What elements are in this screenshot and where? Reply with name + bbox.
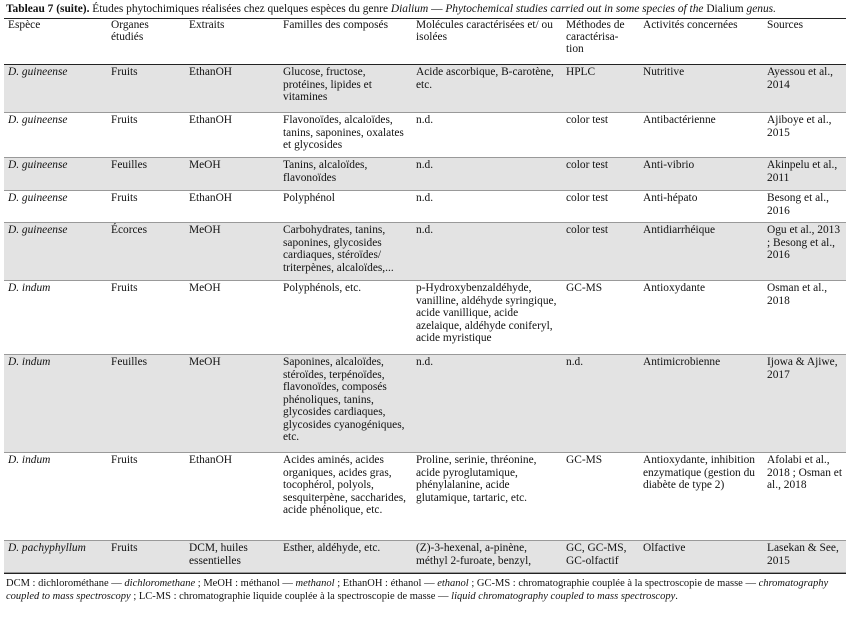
cell-sources: Osman et al., 2018 xyxy=(767,282,828,307)
cell-sources: Afolabi et al., 2018 ; Osman et al., 2018 xyxy=(767,454,842,491)
note-gcms-en: chromatography coupled to mass spectroscopy xyxy=(6,578,829,602)
cell-sources: Besong et al., 2016 xyxy=(767,192,830,217)
header-extraits: Extraits xyxy=(189,19,225,31)
cell-organes: Feuilles xyxy=(111,159,148,171)
cell-molecules: Acide ascorbique, B-carotène, etc. xyxy=(416,66,554,91)
cell-molecules: n.d. xyxy=(416,114,434,126)
cell-sources: Ogu et al., 2013 ; Besong et al., 2016 xyxy=(767,224,841,261)
cell-extraits: EthanOH xyxy=(189,454,233,466)
cell-organes: Écorces xyxy=(111,224,148,236)
caption-genus-en: Dialium xyxy=(706,3,744,15)
cell-sources: Ajiboye et al., 2015 xyxy=(767,114,832,139)
cell-extraits: MeOH xyxy=(189,224,221,236)
cell-familles: Tanins, alcaloïdes, flavonoïdes xyxy=(283,159,368,184)
cell-extraits: MeOH xyxy=(189,356,221,368)
cell-molecules: n.d. xyxy=(416,159,434,171)
cell-sources: Akinpelu et al., 2011 xyxy=(767,159,838,184)
cell-activites: Nutritive xyxy=(643,66,685,78)
caption-text-en: Phytochemical studies carried out in some species of the xyxy=(445,3,707,15)
header-molecules: Molécules caractérisées et/ ou isolées xyxy=(416,19,553,43)
table-footnote xyxy=(4,573,846,603)
cell-molecules: n.d. xyxy=(416,356,434,368)
cell-sources: Ijowa & Ajiwe, 2017 xyxy=(767,356,838,381)
header-espece: Espèce xyxy=(8,19,41,31)
cell-extraits: DCM, huiles essentielles xyxy=(189,542,248,567)
cell-organes: Fruits xyxy=(111,114,138,126)
note-dcm: DCM : dichlorométhane — xyxy=(6,578,125,589)
cell-espece: D. indum xyxy=(8,356,51,368)
table-row xyxy=(4,191,846,223)
header-activites: Activités concernées xyxy=(643,19,738,31)
cell-molecules: n.d. xyxy=(416,192,434,204)
caption-text-en-end: genus. xyxy=(743,3,776,15)
cell-activites: Antimicrobienne xyxy=(643,356,721,368)
note-end: . xyxy=(675,591,678,602)
cell-organes: Fruits xyxy=(111,66,138,78)
cell-familles: Acides aminés, acides organiques, acides gras, tocophérol, polyols, sesquiterpène, saccharides, acide phénolique, etc. xyxy=(283,454,407,516)
cell-extraits: MeOH xyxy=(189,159,221,171)
cell-familles: Flavonoïdes, alcaloïdes, tanins, saponines, oxalates et glycosides xyxy=(283,114,404,151)
note-meoh: ; MeOH : méthanol — xyxy=(195,578,296,589)
table-row xyxy=(4,541,846,573)
note-ethanoh: ; EthanOH : éthanol — xyxy=(334,578,438,589)
cell-organes: Feuilles xyxy=(111,356,148,368)
cell-familles: Saponines, alcaloïdes, stéroïdes, terpénoïdes, flavonoïdes, composés phénoliques, tanins, glycosides cardiaques, glycosides cyanogéniques, etc. xyxy=(283,356,405,443)
table-page xyxy=(4,0,846,603)
cell-espece: D. guineense xyxy=(8,224,68,236)
cell-molecules: n.d. xyxy=(416,224,434,236)
cell-familles: Polyphénols, etc. xyxy=(283,282,362,294)
header-sources: Sources xyxy=(767,19,804,31)
cell-activites: Antidiarrhéique xyxy=(643,224,716,236)
note-gcms: ; GC-MS : chromatographie couplée à la spectroscopie de masse — xyxy=(468,578,759,589)
note-dcm-en: dichloromethane xyxy=(124,578,196,589)
table-row xyxy=(4,355,846,453)
cell-methodes: color test xyxy=(566,192,609,204)
cell-organes: Fruits xyxy=(111,542,138,554)
cell-organes: Fruits xyxy=(111,192,138,204)
cell-methodes: color test xyxy=(566,159,609,171)
cell-methodes: n.d. xyxy=(566,356,584,368)
header-organes: Organes étudiés xyxy=(111,19,149,43)
cell-activites: Antioxydante, inhibition enzymatique (gestion du diabète de type 2) xyxy=(643,454,755,491)
caption-text-fr: Études phytochimiques réalisées chez quelques espèces du genre xyxy=(89,3,391,15)
cell-extraits: MeOH xyxy=(189,282,221,294)
cell-espece: D. indum xyxy=(8,282,51,294)
cell-organes: Fruits xyxy=(111,454,138,466)
cell-familles: Polyphénol xyxy=(283,192,335,204)
header-methodes: Méthodes de caractérisa-tion xyxy=(566,19,625,55)
table-row xyxy=(4,65,846,113)
cell-molecules: (Z)-3-hexenal, a-pinène, méthyl 2-furoate, benzyl, xyxy=(416,542,532,567)
note-ethanoh-en: ethanol xyxy=(437,578,469,589)
table-row xyxy=(4,223,846,281)
cell-methodes: color test xyxy=(566,114,609,126)
cell-espece: D. guineense xyxy=(8,114,68,126)
cell-espece: D. pachyphyllum xyxy=(8,542,86,554)
table-row xyxy=(4,113,846,158)
cell-familles: Glucose, fructose, protéines, lipides et vitamines xyxy=(283,66,372,103)
cell-methodes: GC-MS xyxy=(566,454,603,466)
cell-sources: Lasekan & See, 2015 xyxy=(767,542,839,567)
caption-label: Tableau 7 (suite). xyxy=(6,3,90,15)
caption-genus-fr: Dialium xyxy=(390,3,429,15)
cell-organes: Fruits xyxy=(111,282,138,294)
table-row xyxy=(4,158,846,191)
cell-sources: Ayessou et al., 2014 xyxy=(767,66,834,91)
note-meoh-en: methanol xyxy=(295,578,335,589)
cell-espece: D. guineense xyxy=(8,159,68,171)
cell-methodes: HPLC xyxy=(566,66,596,78)
cell-espece: D. indum xyxy=(8,454,51,466)
cell-molecules: p-Hydroxybenzaldéhyde, vanilline, aldéhyde syringique, acide vanillique, acide azelaique, aldéhyde coniferyl, acide myristique xyxy=(416,282,557,344)
cell-methodes: GC-MS xyxy=(566,282,603,294)
table-caption xyxy=(4,3,846,16)
cell-activites: Anti-hépato xyxy=(643,192,698,204)
cell-familles: Esther, aldéhyde, etc. xyxy=(283,542,381,554)
caption-separator: — xyxy=(428,3,446,15)
cell-extraits: EthanOH xyxy=(189,114,233,126)
cell-methodes: GC, GC-MS, GC-olfactif xyxy=(566,542,627,567)
cell-familles: Carbohydrates, tanins, saponines, glycosides cardiaques, stéroïdes/ triterpènes, alcaloïdes,... xyxy=(283,224,394,274)
cell-espece: D. guineense xyxy=(8,66,68,78)
header-familles: Familles des composés xyxy=(283,19,389,31)
cell-activites: Antioxydante xyxy=(643,282,706,294)
phytochemical-table xyxy=(4,18,846,573)
table-row xyxy=(4,281,846,355)
cell-activites: Antibactérienne xyxy=(643,114,716,126)
cell-espece: D. guineense xyxy=(8,192,68,204)
cell-activites: Olfactive xyxy=(643,542,686,554)
table-row xyxy=(4,453,846,541)
header-row xyxy=(4,19,846,65)
note-lcms: ; LC-MS : chromatographie liquide couplée à la spectroscopie de masse — xyxy=(130,591,452,602)
cell-extraits: EthanOH xyxy=(189,192,233,204)
cell-activites: Anti-vibrio xyxy=(643,159,695,171)
cell-methodes: color test xyxy=(566,224,609,236)
cell-extraits: EthanOH xyxy=(189,66,233,78)
note-lcms-en: liquid chromatography coupled to mass spectroscopy xyxy=(451,591,676,602)
cell-molecules: Proline, serinie, thréonine, acide pyroglutamique, phénylalanine, acide glutamique, tartaric, etc. xyxy=(416,454,537,504)
